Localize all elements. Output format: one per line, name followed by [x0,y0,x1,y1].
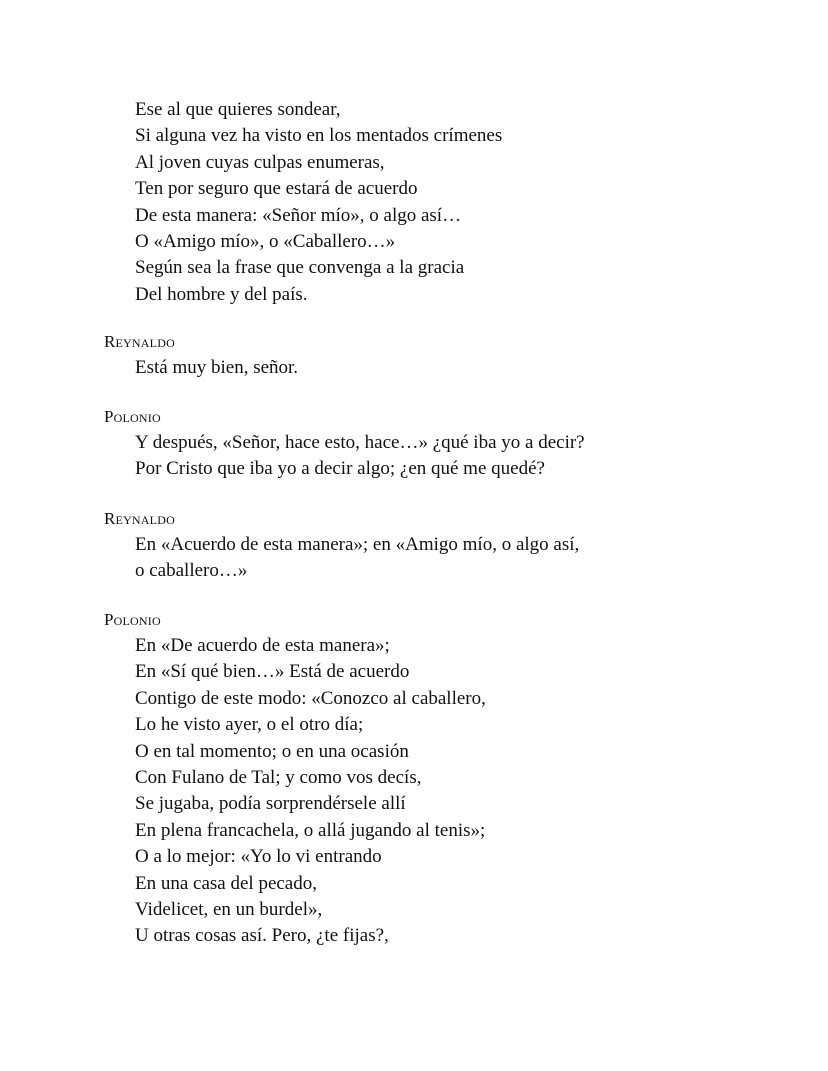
verse-line: O «Amigo mío», o «Caballero…» [135,230,396,252]
verse-line: Y después, «Señor, hace esto, hace…» ¿qué iba yo a decir? [135,432,585,453]
verse-line: Con Fulano de Tal; y como vos decís, [135,766,422,788]
verse-line: Ten por seguro que estará de acuerdo [135,178,418,200]
speaker-name: Polonio [104,610,161,629]
verse-line: Según sea la frase que convenga a la gracia [135,257,465,279]
verse-lines [135,633,486,950]
verse-line: De esta manera: «Señor mío», o algo así… [135,204,462,226]
verse-line: O en tal momento; o en una ocasión [135,740,409,762]
verse-line: Si alguna vez ha visto en los mentados crímenes [135,125,503,147]
verse-line: Al joven cuyas culpas enumeras, [135,151,385,173]
verse-lines [135,97,502,308]
speech-block [104,506,579,585]
speech-block [104,607,486,950]
verse-line: o caballero…» [135,560,248,582]
verse-lines [135,355,298,381]
verse-line: En «De acuerdo de esta manera»; [135,635,390,656]
verse-line: U otras cosas así. Pero, ¿te fijas?, [135,925,389,947]
verse-line: Se jugaba, podía sorprendérsele allí [135,793,406,815]
verse-line: Videlicet, en un burdel», [135,898,323,920]
verse-line: Está muy bien, señor. [135,357,299,378]
speaker-name: Reynaldo [104,509,175,528]
speaker-name: Polonio [104,407,161,426]
speaker-name: Reynaldo [104,332,175,351]
verse-line: Contigo de este modo: «Conozco al caballero, [135,687,486,709]
verse-line: En «Sí qué bien…» Está de acuerdo [135,661,410,683]
verse-line: O a lo mejor: «Yo lo vi entrando [135,846,382,868]
verse-line: Por Cristo que iba yo a decir algo; ¿en qué me quedé? [135,458,545,480]
speech-block [104,329,298,381]
verse-lines [135,532,579,585]
verse-line: En plena francachela, o allá jugando al tenis»; [135,819,486,841]
verse-line: Ese al que quieres sondear, [135,99,341,120]
verse-line: En una casa del pecado, [135,872,317,894]
verse-line: En «Acuerdo de esta manera»; en «Amigo mío, o algo así, [135,534,580,555]
verse-line: Lo he visto ayer, o el otro día; [135,714,364,736]
verse-line: Del hombre y del país. [135,283,308,305]
speech-block [104,97,502,308]
verse-lines [135,430,585,483]
speech-block [104,404,585,483]
